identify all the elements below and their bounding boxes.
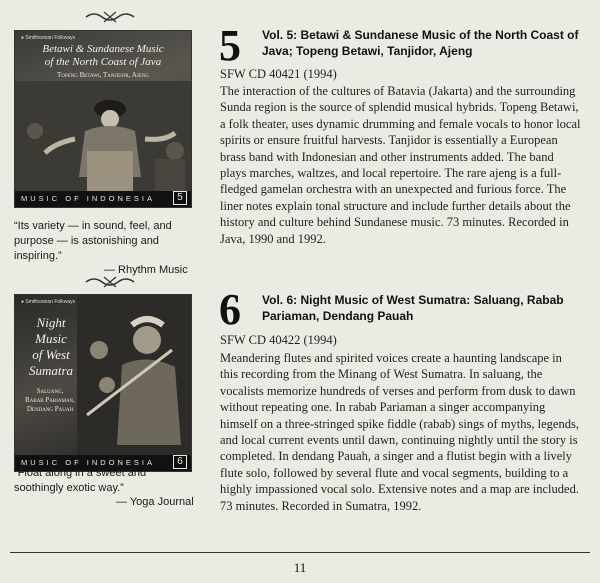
entry-title: Vol. 5: Betawi & Sundanese Music of the North Coast of Java; Topeng Betawi, Tanjidor, Ajeng bbox=[262, 28, 579, 58]
cover-subtitle: Topeng Betawi, Tanjidor, Ajeng bbox=[56, 71, 150, 79]
review-source: — Yoga Journal bbox=[116, 496, 194, 508]
series-label: MUSIC OF INDONESIA bbox=[21, 458, 156, 467]
cover-title-line1: Betawi & Sundanese Music bbox=[42, 43, 164, 55]
publisher-logo: ● Smithsonian Folkways bbox=[21, 35, 76, 41]
series-bar bbox=[15, 191, 191, 207]
review-quote: “Its variety — in sound, feel, and purpose — is astonishing and inspiring.” bbox=[14, 220, 172, 262]
musician-photo bbox=[77, 295, 191, 455]
catalog-number: SFW CD 40422 (1994) bbox=[220, 333, 337, 347]
page-number: 11 bbox=[293, 560, 307, 575]
cover-subtitle-line1: Saluang, bbox=[36, 387, 64, 395]
cover-title-line2: of the North Coast of Java bbox=[44, 56, 162, 68]
volume-badge: 5 bbox=[173, 191, 187, 205]
album-cover-vol5 bbox=[14, 30, 192, 208]
entry-number: 6 bbox=[219, 285, 241, 334]
entry-title: Vol. 6: Night Music of West Sumatra: Saluang, Rabab Pariaman, Dendang Pauah bbox=[262, 293, 564, 323]
cover-title-line4: Sumatra bbox=[28, 363, 74, 378]
cover-title-line1: Night bbox=[36, 315, 66, 330]
ornament-middle bbox=[84, 275, 136, 289]
cover-title-line2: Music bbox=[35, 331, 67, 346]
cover-subtitle-line2: Rabab Pariaman, bbox=[25, 396, 75, 404]
publisher-logo: ● Smithsonian Folkways bbox=[21, 299, 76, 305]
entry-description: Meandering flutes and spirited voices create a haunting landscape in this recording from the Minang of West Sumatra. In saluang, the vocalists memorize hundreds of verses and perform from dusk to dawn without repeating one. In rabab Pariaman a singer accompanying himself on a three-stringed spike fiddle (rabab) sings of myths, legends, and local current events until dawn, continuing nightly until the story is completed. In dendang Pauah, a singer and a flutist begin with a lively flute solo, followed by several flute and vocal segments, building to a highly impassioned vocal solo. Extensive notes and a map are included. 73 minutes. Recorded in Sumatra, 1992. bbox=[220, 351, 579, 513]
album-cover-vol6 bbox=[14, 294, 192, 472]
cover-title-line3: of West bbox=[32, 347, 70, 362]
review-quote: “Float along in a sweet and soothingly exotic way.” bbox=[14, 467, 147, 494]
ornament-top bbox=[84, 10, 136, 24]
dancer-photo bbox=[15, 81, 191, 191]
catalog-number: SFW CD 40421 (1994) bbox=[220, 67, 337, 81]
volume-badge: 6 bbox=[173, 455, 187, 469]
series-label: MUSIC OF INDONESIA bbox=[21, 194, 156, 203]
review-source: — Rhythm Music bbox=[104, 264, 188, 276]
entry-number: 5 bbox=[219, 21, 241, 70]
footer-divider bbox=[10, 552, 590, 553]
entry-description: The interaction of the cultures of Batavia (Jakarta) and the surrounding Sunda region is the source of splendid musical hybrids. Topeng Betawi, a folk theater, uses dynamic drumming and female vocals to honor local spirits or ensure fruitful harvests. Tanjidor is essentially a European brass band with Indonesian and other instruments added. The band plays marches, waltzes, and local repertoire. The rare ajeng is a full-fledged gamelan orchestra with an unexpected and furious force. The liner notes explain tonal structure and include further details about the history and culture behind Sundanese music. 73 minutes. Recorded in Java, 1990 and 1992. bbox=[220, 84, 581, 246]
cover-subtitle-line3: Dendang Pauah bbox=[26, 405, 74, 413]
